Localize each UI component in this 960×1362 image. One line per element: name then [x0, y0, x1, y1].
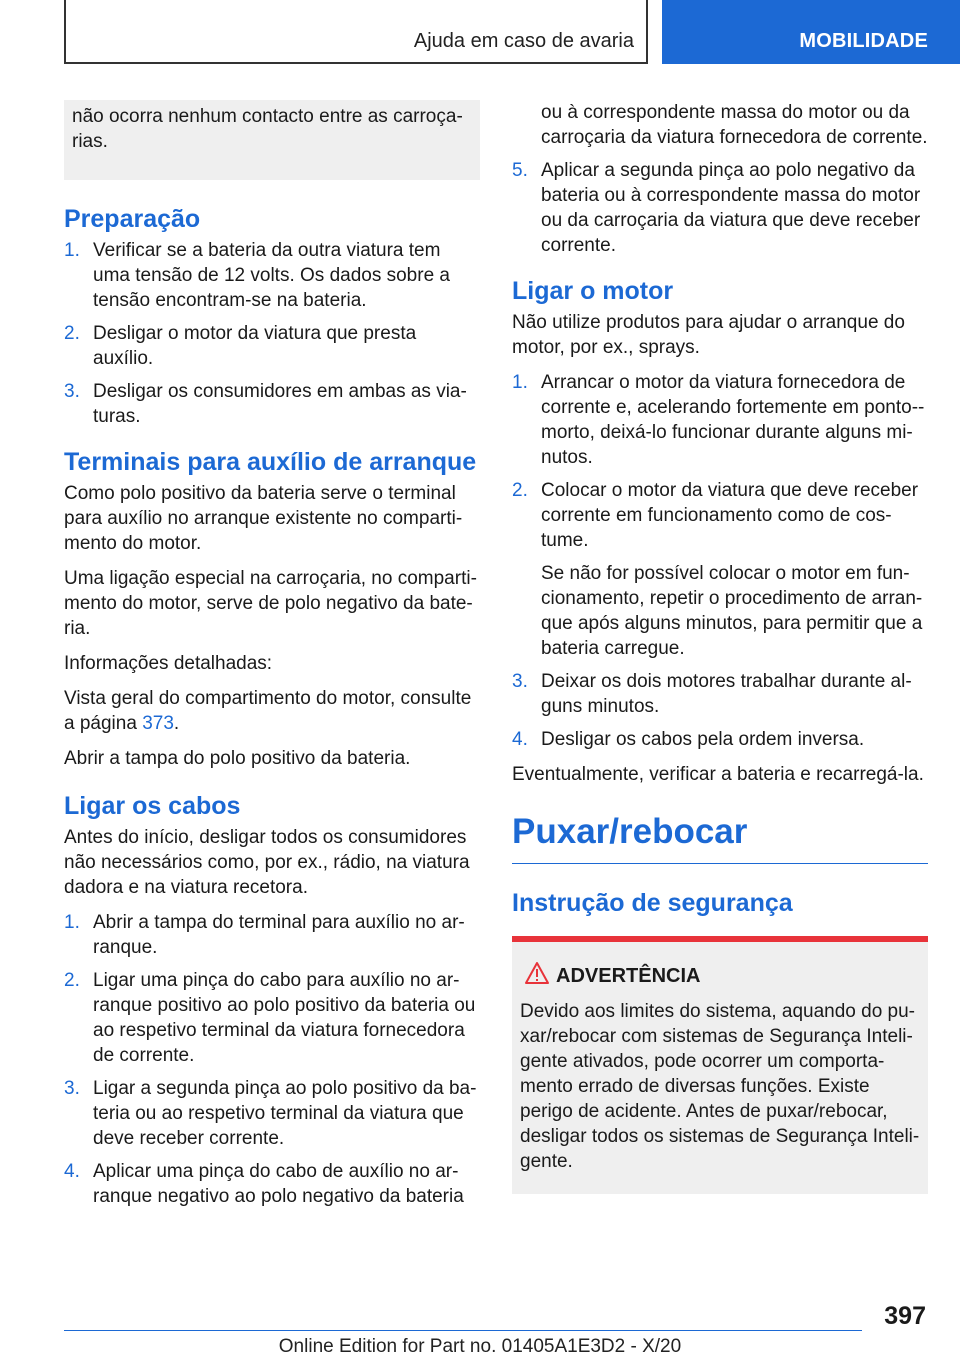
step-number: 4. [512, 729, 528, 750]
paragraph-text: . [173, 713, 180, 734]
paragraph: Eventualmente, verificar a bateria e recarregá-la. [512, 764, 924, 785]
paragraph: Não utilize produtos para ajudar o arranque do motor, por ex., sprays. [512, 312, 905, 358]
heading-seguranca: Instrução de segurança [512, 889, 793, 917]
step-number: 5. [512, 160, 528, 181]
list-item [64, 321, 480, 371]
step-number: 4. [64, 1161, 80, 1182]
paragraph: Como polo positivo da bateria serve o terminal para auxílio no arranque existente no comparti-mento do motor. [64, 483, 463, 554]
list-item [64, 910, 480, 960]
left-column [64, 100, 480, 1219]
footer-edition: Online Edition for Part no. 01405A1E3D2 - X/20 [278, 1336, 682, 1357]
chapter-heading-puxar: Puxar/rebocar [512, 811, 928, 864]
heading-ligar-cabos: Ligar os cabos [64, 792, 241, 820]
list-item [512, 100, 928, 150]
step-text: Desligar os consumidores em ambas as via-turas. [93, 381, 467, 427]
list-item [512, 478, 928, 661]
warning-text: Devido aos limites do sistema, aquando do pu-xar/rebocar com sistemas de Segurança Inteli-gente ativados, pode ocorrer um comporta-mento errado de diversas funções. Existe perigo de acidente. Antes de puxar/rebocar, desligar todos os sistemas de Segurança Inteli-gente. [520, 1001, 920, 1172]
paragraph [64, 686, 480, 736]
list-item [64, 238, 480, 313]
right-column [512, 100, 928, 1194]
chapter-tab[interactable]: MOBILIDADE [662, 0, 960, 64]
step-text: Ligar a segunda pinça ao polo positivo da ba-teria ou ao respetivo terminal da viatura que deve receber corrente. [93, 1078, 477, 1149]
paragraph: Informações detalhadas: [64, 653, 273, 674]
step-text: Deixar os dois motores trabalhar durante al-guns minutos. [541, 671, 912, 717]
step-text: Aplicar a segunda pinça ao polo negativo da bateria ou à correspondente massa do motor ou da carroçaria da viatura que deve receber corrente. [541, 160, 921, 256]
heading-ligar-motor: Ligar o motor [512, 277, 674, 305]
step-text: Colocar o motor da viatura que deve receber corrente em funcionamento como de cos-tume. [541, 480, 919, 551]
heading-preparacao: Preparação [64, 205, 201, 233]
step-text: ou à correspondente massa do motor ou da carroçaria da viatura fornecedora de corrente. [541, 102, 928, 148]
step-number: 1. [64, 912, 80, 933]
header-box [64, 0, 648, 64]
step-number: 2. [512, 480, 528, 501]
page-link[interactable]: 373 [142, 713, 174, 734]
step-text: Desligar os cabos pela ordem inversa. [541, 729, 865, 750]
list-item [512, 727, 928, 752]
step-subtext: Se não for possível colocar o motor em fun-cionamento, repetir o procedimento de arran-que após alguns minutos, para permitir que a bateria carregue. [541, 563, 923, 659]
warning-triangle-icon [524, 961, 550, 985]
list-item [64, 379, 480, 429]
step-text: Abrir a tampa do terminal para auxílio no ar-ranque. [93, 912, 465, 958]
warning-label: ADVERTÊNCIA [556, 965, 701, 987]
step-text: Ligar uma pinça do cabo para auxílio no ar-ranque positivo ao polo positivo da bateria ou ao respetivo terminal da viatura fornecedora de corrente. [93, 970, 476, 1066]
section-title: Ajuda em caso de avaria [413, 30, 634, 52]
step-text: Verificar se a bateria da outra viatura tem uma tensão de 12 volts. Os dados sobre a tensão encontram-se na bateria. [93, 240, 450, 311]
step-text: Desligar o motor da viatura que presta auxílio. [93, 323, 417, 369]
paragraph: Uma ligação especial na carroçaria, no comparti-mento do motor, serve de polo negativo da bate-ria. [64, 568, 477, 639]
step-number: 1. [64, 240, 80, 261]
list-item [512, 669, 928, 719]
list-item [64, 1159, 480, 1209]
note-box [64, 100, 480, 180]
paragraph: Abrir a tampa do polo positivo da bateria. [64, 748, 411, 769]
step-number: 2. [64, 970, 80, 991]
cable-steps [64, 910, 480, 1209]
warning-header [520, 964, 920, 989]
list-item [512, 370, 928, 470]
step-number: 3. [64, 1078, 80, 1099]
list-item [64, 968, 480, 1068]
step-number: 3. [512, 671, 528, 692]
page-number: 397 [884, 1302, 926, 1330]
step-number: 2. [64, 323, 80, 344]
warning-box [512, 936, 928, 1194]
step-text: Arrancar o motor da viatura fornecedora de corrente e, acelerando fortemente em ponto--morto, deixá-lo funcionar durante alguns mi-nutos. [541, 372, 925, 468]
heading-terminais: Terminais para auxílio de arranque [64, 448, 477, 476]
paragraph-text: Vista geral do compartimento do motor, consulte a página [64, 688, 472, 734]
list-item [512, 158, 928, 258]
paragraph: Antes do início, desligar todos os consumidores não necessários como, por ex., rádio, na viatura dadora e na viatura recetora. [64, 827, 470, 898]
cable-steps-continued [512, 100, 928, 258]
step-number: 1. [512, 372, 528, 393]
note-text: não ocorra nenhum contacto entre as carroça-rias. [72, 106, 463, 152]
step-text: Aplicar uma pinça do cabo de auxílio no ar-ranque negativo ao polo negativo da bateria [93, 1161, 464, 1207]
list-item [64, 1076, 480, 1151]
footer-divider [64, 1330, 862, 1331]
prep-steps [64, 238, 480, 429]
start-steps [512, 370, 928, 752]
step-number: 3. [64, 381, 80, 402]
